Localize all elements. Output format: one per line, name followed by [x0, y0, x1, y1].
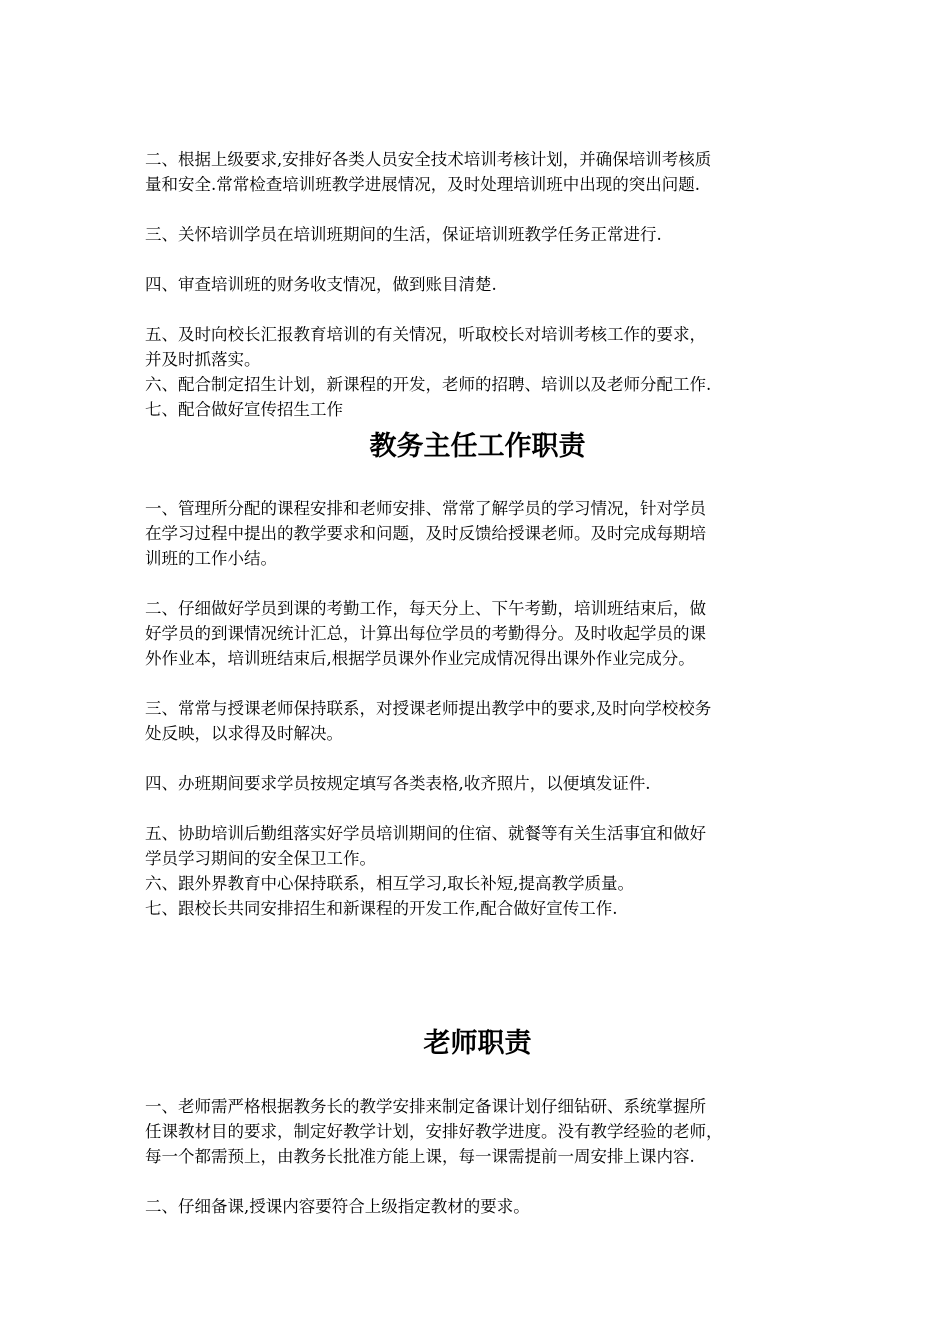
paragraph-item-7 [145, 397, 810, 422]
paragraph-item-2 [145, 147, 810, 197]
paragraph-item-4 [145, 272, 810, 297]
paragraph-line: 四、办班期间要求学员按规定填写各类表格,收齐照片，以便填发证件. [145, 774, 651, 793]
paragraph-item-5 [145, 821, 810, 871]
paragraph-item-4 [145, 771, 810, 796]
paragraph-line: 七、配合做好宣传招生工作 [145, 400, 343, 419]
paragraph-line: 三、关怀培训学员在培训班期间的生活，保证培训班教学任务正常进行. [145, 225, 662, 244]
paragraph-item-1 [145, 1094, 810, 1169]
paragraph-item-3 [145, 222, 810, 247]
paragraph-line: 四、审查培训班的财务收支情况，做到账目清楚. [145, 275, 497, 294]
paragraph-line: 学员学习期间的安全保卫工作。 [145, 849, 376, 868]
paragraph-line: 处反映，以求得及时解决。 [145, 724, 343, 743]
paragraph-line: 一、管理所分配的课程安排和老师安排、常常了解学员的学习情况，针对学员 [145, 499, 706, 518]
paragraph-line: 五、协助培训后勤组落实好学员培训期间的住宿、就餐等有关生活事宜和做好 [145, 824, 706, 843]
paragraph-line: 六、配合制定招生计划，新课程的开发，老师的招聘、培训以及老师分配工作. [145, 375, 712, 394]
paragraph-line: 六、跟外界教育中心保持联系，相互学习,取长补短,提高教学质量。 [145, 874, 634, 893]
paragraph-line: 一、老师需严格根据教务长的教学安排来制定备课计划仔细钻研、系统掌握所 [145, 1097, 706, 1116]
paragraph-line: 二、仔细做好学员到课的考勤工作，每天分上、下午考勤，培训班结束后，做 [145, 599, 706, 618]
paragraph-line: 二、根据上级要求,安排好各类人员安全技术培训考核计划，并确保培训考核质 [145, 150, 712, 169]
paragraph-line: 好学员的到课情况统计汇总，计算出每位学员的考勤得分。及时收起学员的课 [145, 624, 706, 643]
paragraph-line: 并及时抓落实。 [145, 350, 261, 369]
paragraph-item-6 [145, 372, 810, 397]
paragraph-line: 量和安全.常常检查培训班教学进展情况，及时处理培训班中出现的突出问题. [145, 175, 700, 194]
paragraph-item-7 [145, 896, 810, 921]
paragraph-line: 训班的工作小结。 [145, 549, 277, 568]
paragraph-line: 七、跟校长共同安排招生和新课程的开发工作,配合做好宣传工作. [145, 899, 618, 918]
paragraph-item-6 [145, 871, 810, 896]
paragraph-line: 五、及时向校长汇报教育培训的有关情况，听取校长对培训考核工作的要求， [145, 325, 706, 344]
paragraph-item-1 [145, 496, 810, 571]
paragraph-line: 每一个都需预上，由教务长批准方能上课，每一课需提前一周安排上课内容. [145, 1147, 695, 1166]
section-title-dean: 教务主任工作职责 [369, 431, 586, 462]
paragraph-line: 三、常常与授课老师保持联系，对授课老师提出教学中的要求,及时向学校校务 [145, 699, 712, 718]
paragraph-item-2 [145, 1194, 810, 1219]
paragraph-item-5 [145, 322, 810, 372]
paragraph-item-2 [145, 596, 810, 671]
paragraph-line: 外作业本，培训班结束后,根据学员课外作业完成情况得出课外作业完成分。 [145, 649, 695, 668]
section-title-teacher: 老师职责 [423, 1028, 532, 1059]
paragraph-line: 在学习过程中提出的教学要求和问题，及时反馈给授课老师。及时完成每期培 [145, 524, 706, 543]
paragraph-line: 二、仔细备课,授课内容要符合上级指定教材的要求。 [145, 1197, 530, 1216]
paragraph-item-3 [145, 696, 810, 746]
paragraph-line: 任课教材目的要求，制定好教学计划，安排好教学进度。没有教学经验的老师， [145, 1122, 723, 1141]
